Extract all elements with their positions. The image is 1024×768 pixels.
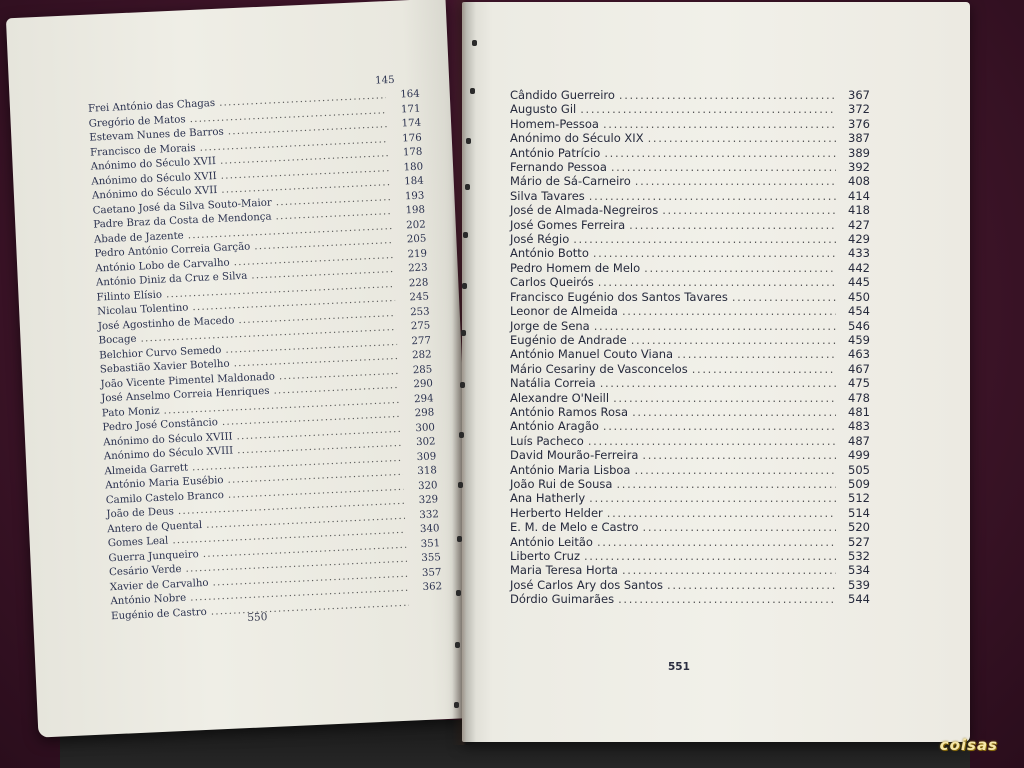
toc-entry-name: Homem-Pessoa: [510, 116, 599, 131]
toc-entry-page: 309: [416, 450, 437, 463]
toc-entry-page: 282: [411, 349, 432, 362]
toc-entry: [510, 419, 870, 433]
toc-entry-name: Francisco de Morais: [89, 142, 196, 159]
toc-entry-page: 171: [400, 103, 421, 116]
toc-leader-dots: [584, 549, 836, 563]
toc-entry: [510, 88, 870, 102]
left-toc-list: [88, 88, 443, 625]
toc-leader-dots: [667, 578, 836, 592]
toc-entry-name: António Diniz da Cruz e Silva: [95, 270, 248, 289]
toc-entry-name: Cândido Guerreiro: [510, 88, 615, 102]
toc-entry-page: 534: [848, 563, 870, 578]
toc-entry-page: 198: [405, 204, 426, 217]
toc-entry-page: 467: [848, 361, 870, 376]
toc-entry: [510, 304, 870, 318]
toc-entry: [510, 246, 870, 260]
toc-entry-page: 178: [402, 146, 423, 159]
toc-entry-page: 376: [848, 116, 870, 131]
toc-leader-dots: [634, 463, 836, 477]
toc-entry-name: Eugénio de Andrade: [510, 332, 627, 347]
toc-entry-page: 544: [848, 592, 870, 607]
toc-entry-page: 275: [410, 320, 431, 333]
toc-entry: [510, 131, 870, 145]
toc-entry-name: Cesário Verde: [108, 563, 182, 579]
toc-leader-dots: [732, 290, 836, 304]
toc-leader-dots: [603, 117, 836, 131]
toc-entry-page: 219: [407, 247, 428, 260]
toc-entry: [510, 405, 870, 419]
toc-entry-page: 512: [848, 491, 870, 506]
toc-entry-page: 427: [848, 217, 870, 232]
toc-leader-dots: [692, 362, 836, 376]
toc-entry-page: 509: [848, 476, 870, 491]
toc-entry-page: 228: [408, 276, 429, 289]
toc-entry-page: 290: [413, 378, 434, 391]
toc-entry: [510, 491, 870, 505]
toc-entry-page: 277: [411, 334, 432, 347]
toc-entry-page: 184: [404, 175, 424, 188]
toc-entry: [510, 448, 870, 462]
toc-entry-page: 499: [848, 448, 870, 463]
toc-entry: [510, 174, 870, 188]
toc-entry-name: Mário de Sá-Carneiro: [510, 174, 631, 189]
toc-entry-name: Augusto Gil: [510, 102, 577, 117]
toc-leader-dots: [573, 232, 836, 246]
toc-entry-name: José Anselmo Correia Henriques: [101, 385, 270, 405]
toc-entry-page: 454: [848, 304, 870, 319]
toc-entry-name: Pedro José Constâncio: [102, 417, 219, 434]
toc-entry-name: Nicolau Tolentino: [97, 302, 189, 318]
toc-entry-page: 351: [420, 537, 441, 550]
toc-entry-page: 433: [848, 246, 870, 261]
orphan-page-number: 145: [374, 74, 395, 87]
toc-entry-name: Abade de Jazente: [93, 230, 184, 246]
toc-leader-dots: [618, 592, 836, 606]
toc-entry-page: 174: [401, 117, 422, 130]
toc-entry: [510, 520, 870, 534]
toc-entry: [510, 290, 870, 304]
toc-entry-page: 294: [413, 392, 434, 405]
toc-entry-name: Jorge de Sena: [510, 318, 590, 333]
toc-entry-name: João de Deus: [106, 506, 175, 521]
toc-leader-dots: [598, 275, 836, 289]
toc-leader-dots: [593, 246, 836, 260]
toc-entry-name: António Maria Lisboa: [510, 462, 631, 477]
toc-entry-name: Leonor de Almeida: [510, 304, 618, 319]
toc-leader-dots: [607, 506, 836, 520]
toc-entry: [510, 319, 870, 333]
toc-entry-name: Mário Cesariny de Vasconcelos: [510, 361, 688, 376]
toc-leader-dots: [600, 376, 836, 390]
toc-entry-name: Almeida Garrett: [104, 462, 189, 477]
toc-entry-name: David Mourão-Ferreira: [510, 448, 639, 463]
toc-entry-page: 505: [848, 462, 870, 477]
toc-entry-page: 298: [414, 407, 435, 420]
toc-entry-name: Anónimo do Século XIX: [510, 131, 644, 146]
toc-entry-page: 193: [404, 190, 425, 202]
toc-entry: [510, 160, 870, 174]
toc-entry-page: 318: [417, 465, 438, 478]
toc-entry: [510, 102, 870, 116]
toc-entry-page: 475: [848, 376, 870, 391]
toc-entry-page: 176: [402, 132, 422, 144]
toc-entry: [510, 549, 870, 563]
toc-entry-name: Pedro António Correia Garção: [94, 241, 251, 260]
toc-leader-dots: [594, 319, 836, 333]
binding-stitch: [465, 184, 470, 190]
toc-leader-dots: [588, 434, 836, 448]
toc-entry-page: 372: [848, 102, 870, 117]
toc-entry-page: 389: [848, 145, 870, 160]
toc-entry-name: Frei António das Chagas: [87, 97, 216, 115]
toc-entry-name: Xavier de Carvalho: [109, 577, 209, 593]
binding-stitch: [461, 330, 466, 336]
toc-entry-page: 202: [405, 219, 426, 231]
toc-leader-dots: [632, 405, 836, 419]
toc-entry: [510, 434, 870, 448]
toc-entry: [510, 275, 870, 289]
toc-entry-name: Fernando Pessoa: [510, 160, 607, 175]
toc-entry: [510, 535, 870, 549]
toc-entry: [510, 506, 870, 520]
toc-leader-dots: [662, 203, 836, 217]
left-page-content: [6, 0, 478, 738]
toc-entry: [510, 347, 870, 361]
toc-leader-dots: [629, 218, 836, 232]
toc-entry-page: 429: [848, 232, 870, 247]
toc-entry-page: 514: [848, 505, 870, 520]
toc-leader-dots: [677, 347, 836, 361]
toc-entry-page: 546: [848, 318, 870, 333]
toc-entry: [510, 261, 870, 275]
toc-entry-name: José Gomes Ferreira: [510, 217, 626, 232]
toc-entry-page: 329: [418, 494, 439, 507]
toc-entry-name: Pedro Homem de Melo: [510, 260, 641, 275]
toc-entry-page: 445: [848, 275, 870, 290]
toc-entry-page: 487: [848, 433, 870, 448]
toc-entry: [510, 218, 870, 232]
binding-stitch: [470, 88, 475, 94]
toc-entry-page: 285: [412, 363, 433, 376]
toc-entry-name: António Ramos Rosa: [510, 404, 629, 419]
toc-entry: [510, 376, 870, 390]
toc-entry-page: 253: [409, 305, 430, 318]
toc-entry-page: 450: [848, 289, 870, 304]
toc-entry-name: Bocage: [98, 333, 137, 347]
toc-entry-name: Anónimo do Século XVII: [90, 155, 217, 173]
toc-leader-dots: [619, 88, 836, 102]
toc-entry-name: Luís Pacheco: [510, 433, 584, 448]
toc-entry-name: Caetano José da Silva Souto-Maior: [92, 196, 272, 217]
toc-leader-dots: [642, 448, 836, 462]
toc-entry-page: 164: [400, 88, 421, 101]
toc-entry-page: 481: [848, 404, 870, 419]
toc-entry-name: E. M. de Melo e Castro: [510, 520, 639, 535]
toc-entry-name: José Régio: [510, 232, 570, 247]
toc-leader-dots: [613, 391, 836, 405]
toc-leader-dots: [597, 535, 836, 549]
toc-entry-page: 463: [848, 347, 870, 362]
toc-entry-page: 362: [422, 581, 443, 594]
toc-leader-dots: [589, 189, 836, 203]
toc-entry-name: João Vicente Pimentel Maldonado: [100, 371, 276, 390]
toc-entry-name: Sebastião Xavier Botelho: [99, 358, 230, 376]
toc-entry-name: Belchior Curvo Semedo: [99, 344, 222, 361]
toc-entry-page: 245: [409, 291, 430, 304]
toc-entry: [510, 203, 870, 217]
toc-entry-name: Ana Hatherly: [510, 491, 586, 506]
toc-entry-name: Anónimo do Século XVII: [91, 184, 218, 202]
toc-entry-page: 483: [848, 419, 870, 434]
toc-entry-page: 302: [415, 436, 436, 449]
toc-entry-name: José Agostinho de Macedo: [97, 314, 235, 332]
toc-leader-dots: [622, 304, 836, 318]
binding-stitch: [463, 232, 468, 238]
toc-entry-name: António Botto: [510, 246, 589, 261]
toc-entry: [510, 333, 870, 347]
toc-entry-name: Anónimo do Século XVII: [91, 170, 217, 188]
toc-entry-page: 367: [848, 88, 870, 102]
toc-entry-name: Liberto Cruz: [510, 549, 580, 563]
toc-entry-page: 442: [848, 260, 870, 275]
toc-entry-name: Estevam Nunes de Barros: [89, 126, 225, 144]
toc-entry-page: 387: [848, 131, 870, 146]
toc-leader-dots: [611, 160, 836, 174]
toc-entry-name: Natália Correia: [510, 376, 596, 391]
toc-entry-page: 418: [848, 203, 870, 218]
toc-leader-dots: [635, 174, 836, 188]
toc-entry: [510, 477, 870, 491]
toc-entry: [510, 146, 870, 160]
toc-entry: [510, 189, 870, 203]
left-page-number: 550: [247, 611, 268, 625]
toc-entry-name: Anónimo do Século XVIII: [103, 445, 234, 463]
toc-entry-name: Francisco Eugénio dos Santos Tavares: [510, 289, 728, 304]
toc-leader-dots: [648, 131, 836, 145]
toc-leader-dots: [631, 333, 836, 347]
toc-entry-name: António Patrício: [510, 145, 601, 160]
toc-entry-name: João Rui de Sousa: [510, 476, 613, 491]
toc-entry-name: Anónimo do Século XVIII: [102, 431, 233, 448]
toc-entry-name: Alexandre O'Neill: [510, 390, 610, 405]
toc-entry-page: 180: [403, 161, 424, 173]
toc-entry-name: Camilo Castelo Branco: [105, 489, 225, 506]
toc-entry-page: 320: [417, 479, 438, 492]
toc-entry-name: António Nobre: [110, 592, 187, 608]
toc-entry-page: 408: [848, 174, 870, 189]
toc-entry-name: Gregório de Matos: [88, 113, 186, 130]
toc-entry: [510, 578, 870, 592]
watermark-logo: coisas: [939, 736, 998, 754]
right-page-number: 551: [668, 661, 690, 673]
toc-entry-page: 357: [421, 566, 442, 579]
toc-leader-dots: [622, 563, 836, 577]
toc-entry-name: António Aragão: [510, 419, 599, 434]
toc-entry: [510, 362, 870, 376]
toc-entry-name: José Carlos Ary dos Santos: [510, 577, 664, 592]
toc-entry-name: António Maria Eusébio: [104, 474, 224, 492]
toc-entry: [510, 592, 870, 606]
toc-entry-page: 392: [848, 160, 870, 175]
toc-entry: [510, 463, 870, 477]
toc-entry-name: Gomes Leal: [107, 535, 169, 550]
toc-entry-page: 332: [419, 508, 440, 521]
toc-entry-name: António Manuel Couto Viana: [510, 347, 674, 362]
toc-entry-name: Carlos Queirós: [510, 275, 594, 290]
toc-leader-dots: [603, 419, 836, 433]
toc-entry-page: 414: [848, 188, 870, 203]
toc-entry-name: José de Almada-Negreiros: [510, 203, 659, 218]
toc-entry-page: 459: [848, 332, 870, 347]
toc-leader-dots: [589, 491, 836, 505]
toc-entry: [510, 391, 870, 405]
toc-leader-dots: [616, 477, 836, 491]
toc-entry-name: Antero de Quental: [106, 519, 203, 535]
toc-entry-name: António Leitão: [510, 534, 593, 549]
toc-entry-page: 355: [421, 552, 442, 565]
binding-stitch: [462, 283, 467, 289]
toc-leader-dots: [643, 520, 836, 534]
toc-entry-page: 205: [406, 233, 427, 246]
toc-entry: [510, 563, 870, 577]
binding-stitch: [466, 138, 471, 144]
toc-leader-dots: [604, 146, 836, 160]
toc-entry-page: 340: [419, 523, 440, 536]
toc-entry-name: Filinto Elísio: [96, 289, 163, 304]
toc-entry-name: Silva Tavares: [510, 188, 585, 203]
toc-entry-name: Guerra Junqueiro: [108, 548, 200, 564]
toc-entry-page: 539: [848, 577, 870, 592]
toc-leader-dots: [644, 261, 836, 275]
toc-entry-name: Dórdio Guimarães: [510, 592, 615, 607]
toc-entry-name: Pato Moniz: [101, 405, 160, 419]
toc-entry-name: Padre Braz da Costa de Mendonça: [93, 211, 272, 231]
toc-entry-page: 532: [848, 549, 870, 563]
toc-entry-name: Herberto Helder: [510, 505, 603, 520]
right-toc-list: [510, 88, 870, 607]
toc-entry-page: 223: [407, 262, 428, 275]
toc-entry-name: Eugénio de Castro: [110, 606, 208, 622]
toc-entry-page: 527: [848, 534, 870, 549]
toc-entry: [510, 117, 870, 131]
toc-entry-page: [413, 604, 443, 605]
toc-entry-page: 478: [848, 390, 870, 405]
binding-stitch: [472, 40, 477, 46]
toc-entry-name: António Lobo de Carvalho: [95, 256, 230, 275]
toc-entry-page: 520: [848, 520, 870, 535]
toc-leader-dots: [580, 102, 836, 116]
toc-entry-name: Maria Teresa Horta: [510, 563, 618, 578]
toc-entry: [510, 232, 870, 246]
toc-entry-page: 300: [415, 421, 436, 434]
